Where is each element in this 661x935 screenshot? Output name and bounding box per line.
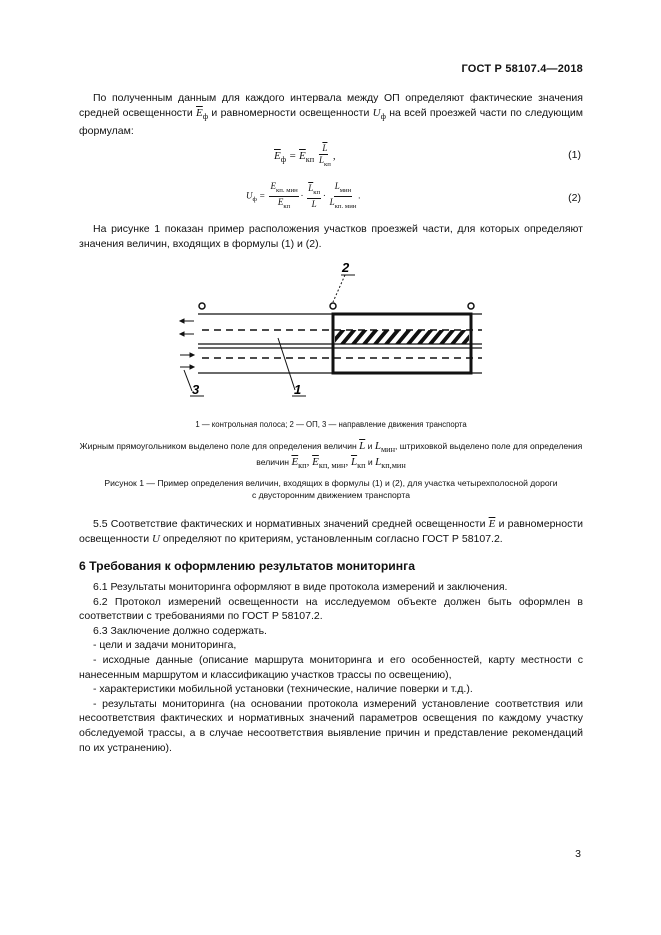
section-6-3: 6.3 Заключение должно содержать.: [93, 624, 267, 637]
pole-right-icon: [468, 303, 474, 309]
road-diagram: [170, 258, 500, 408]
leader-line-2: [333, 275, 345, 302]
figure-legend: 1 — контрольная полоса; 2 — ОП, 3 — направление движения транспорта: [195, 420, 467, 429]
formula-2-number: (2): [568, 192, 581, 204]
pole-middle-icon: [330, 303, 336, 309]
section-6-body: [79, 580, 583, 755]
leader-line-1: [278, 338, 295, 390]
clause-5-5: 5.5 Соответствие фактических и нормативных значений средней освещенности $\overline{E}$ и равномерности освещенности U определяют по критериям, установленным согласно ГОСТ Р 58107.2.: [79, 518, 583, 545]
section-6-2: 6.2 Протокол измерений освещенности на исследуемом объекте должен быть оформлен в соответствии с требованиями по ГОСТ Р 58107.2.: [79, 595, 583, 623]
label-3: 3: [192, 382, 200, 397]
page-number: 3: [575, 848, 581, 860]
hatched-field: [335, 330, 469, 344]
intro-text-2: и равномерности освещенности: [208, 107, 373, 119]
figure-title-line-1: Рисунок 1 — Пример определения величин, входящих в формулы (1) и (2), для участка четырехполосной дороги: [104, 478, 558, 488]
intro-text-3: на всей проезжей части по следующим формулам:: [79, 107, 583, 138]
figure-note-text-b: и: [365, 441, 375, 451]
label-2: 2: [342, 260, 350, 275]
list-item: - результаты мониторинга (на основании протокола измерений установление соответствия или несоответствия фактических и нормативных значений параметров освещения по каждому участку обследуемой трассы, а в случае несоответствия выявление причин и представление рекомендаций по их устранению).: [79, 697, 583, 754]
figure-intro-text: На рисунке 1 показан пример расположения участков проезжей части, для которых определяют значения величин, входящих в формулы (1) и (2).: [79, 223, 583, 250]
clause-5-5-text-b: и равномерности освещенности: [79, 518, 583, 545]
figure-note-text-d: и: [365, 457, 376, 468]
intro-text-1: По полученным данным для каждого интервала между ОП определяют фактические значения средней освещенности: [79, 92, 583, 119]
section-6-1: 6.1 Результаты мониторинга оформляют в виде протокола измерений и заключения.: [93, 581, 508, 593]
section-6-title: 6 Требования к оформлению результатов мониторинга: [79, 559, 416, 573]
figure-title: [79, 477, 583, 501]
formula-2: $U_ф$ = $\frac{E_{кп. мин}}{\overline{E}_{кп}}$ · $\frac{\overline{L}_{кп}}{L}$ · $\frac{L_{мин}}{L_{кп. мин}}$ .: [246, 181, 361, 210]
figure-note-text-c: , штриховкой выделено поле для определения величин: [256, 441, 583, 468]
figure-note: Жирным прямоугольником выделено поле для определения величин $\overline{L}$ и $L_{мин}$, штриховкой выделено поле для определения величин $\overline{E}_{кп}$, $\overline{E}_{кп, мин}$, $\overline{L}_{кп}$ и $L_{кп,мин}$: [79, 440, 583, 471]
clause-5-5-text-c: определяют по критериям, установленным согласно ГОСТ Р 58107.2.: [159, 533, 503, 545]
symbol-e-phi: $\overline{E}_ф$: [196, 107, 209, 122]
list-item: - характеристики мобильной установки (технические, наличие поверки и т.д.).: [93, 683, 473, 696]
leader-line-3: [184, 370, 192, 391]
symbol-u-phi: $U_ф$: [372, 107, 386, 122]
figure-title-line-2: с двусторонним движением транспорта: [251, 490, 411, 500]
figure-intro-paragraph: [79, 222, 583, 252]
label-1: 1: [294, 382, 302, 397]
formula-1-number: (1): [568, 149, 581, 161]
document-header: ГОСТ Р 58107.4—2018: [461, 63, 583, 75]
formula-1: $\overline{E}_ф = \overline{E}_{кп}$ $\frac{\overline{L}}{\overline{L}_{кп}}$ ,: [274, 143, 336, 168]
pole-left-icon: [199, 303, 205, 309]
figure-note-text-a: Жирным прямоугольником выделено поле для определения величин: [79, 441, 360, 451]
list-item: - цели и задачи мониторинга,: [93, 639, 237, 652]
list-item: - исходные данные (описание маршрута мониторинга и его особенностей, карту местности с нанесенным маршрутом и классификацию участков трассы по освещению),: [79, 653, 583, 681]
clause-5-5-text-a: 5.5 Соответствие фактических и нормативных значений средней освещенности: [93, 518, 489, 530]
intro-paragraph: [79, 91, 583, 139]
